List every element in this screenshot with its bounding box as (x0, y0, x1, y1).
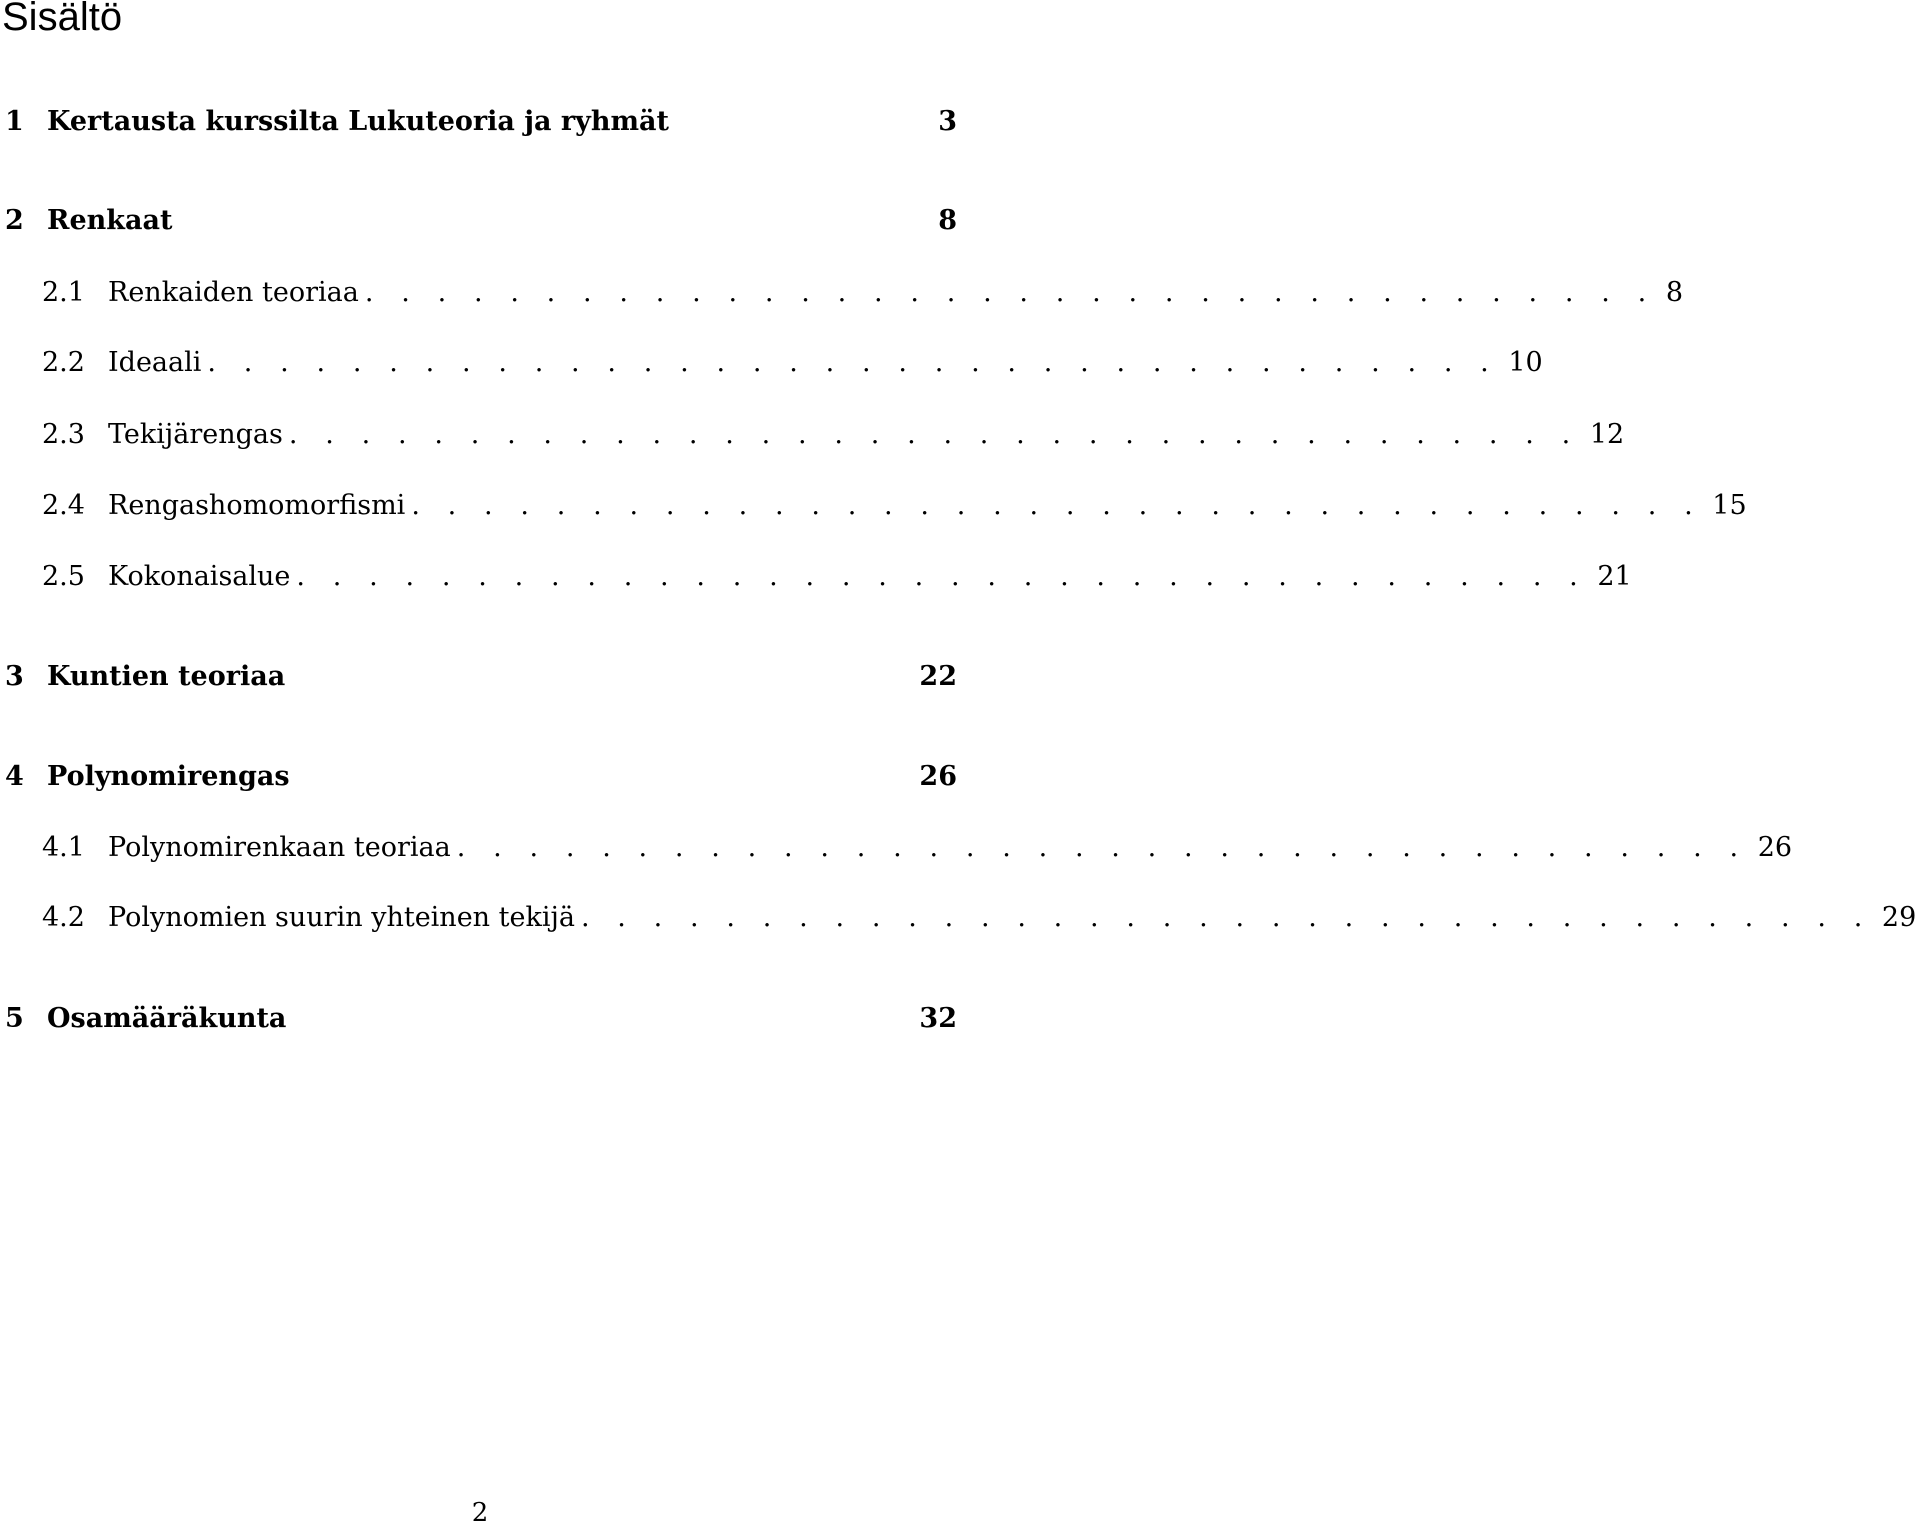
toc-entry-title: Kokonaisalue (108, 561, 291, 592)
toc-entry-number: 2.3 (42, 419, 85, 450)
toc-dot-leader: . . . . . . . . . . . . . . . . . . . . . . . . . . . . . . . . . . . . (207, 347, 1499, 378)
toc-dot-leader: . . . . . . . . . . . . . . . . . . . . . . . . . . . . . . . . . . . . (580, 902, 1872, 933)
toc-entry-number: 1 (5, 106, 24, 137)
toc-entry-chapter-2[interactable] (5, 203, 957, 239)
toc-entry-number: 5 (5, 1003, 24, 1034)
toc-entry-chapter-3[interactable] (5, 659, 957, 695)
toc-entry-section-2-3[interactable] (5, 417, 1625, 453)
toc-entry-number: 2 (5, 205, 24, 236)
toc-entry-page: 29 (1881, 902, 1916, 933)
toc-dot-leader: . . . . . . . . . . . . . . . . . . . . . . . . . . . . . . . . . . . . (456, 832, 1748, 863)
toc-entry-title: Tekijärengas (108, 419, 283, 450)
toc-entry-section-2-4[interactable] (5, 488, 1747, 524)
toc-entry-page: 21 (1597, 561, 1632, 592)
toc-entry-number: 2.2 (42, 347, 85, 378)
toc-entry-page: 10 (1508, 347, 1543, 378)
toc-dot-leader: . . . . . . . . . . . . . . . . . . . . . . . . . . . . . . . . . . . . (411, 490, 1703, 521)
toc-entry-page: 12 (1589, 419, 1625, 450)
toc-entry-number: 2.4 (42, 490, 85, 521)
page-number: 2 (471, 1498, 489, 1528)
toc-entry-page: 22 (919, 661, 957, 692)
toc-dot-leader: . . . . . . . . . . . . . . . . . . . . . . . . . . . . . . . . . . . . (288, 419, 1580, 450)
toc-entry-title: Polynomirenkaan teoriaa (108, 832, 451, 863)
page-title: Sisältö (2, 0, 123, 39)
toc-entry-page: 26 (919, 761, 957, 792)
toc-entry-section-2-2[interactable] (5, 345, 1543, 381)
toc-entry-number: 4.2 (42, 902, 85, 933)
toc-entry-title: Ideaali (108, 347, 202, 378)
toc-entry-title: Kuntien teoriaa (47, 661, 286, 692)
toc-entry-chapter-4[interactable] (5, 759, 957, 795)
toc-entry-title: Rengashomomorfismi (108, 490, 406, 521)
toc-entry-page: 26 (1757, 832, 1793, 863)
toc-entry-page: 32 (919, 1003, 957, 1034)
toc-entry-title: Polynomirengas (47, 761, 290, 792)
toc-entry-page: 8 (1665, 277, 1684, 308)
toc-entry-page: 3 (938, 106, 957, 137)
toc-entry-section-2-1[interactable] (5, 275, 1684, 311)
toc-entry-chapter-1[interactable] (5, 104, 957, 140)
toc-entry-title: Renkaiden teoriaa (108, 277, 359, 308)
toc-entry-title: Renkaat (47, 205, 173, 236)
toc-entry-section-2-5[interactable] (5, 559, 1632, 595)
toc-entry-number: 3 (5, 661, 24, 692)
toc-dot-leader: . . . . . . . . . . . . . . . . . . . . . . . . . . . . . . . . . . . . (364, 277, 1656, 308)
toc-entry-number: 4.1 (42, 832, 85, 863)
toc-entry-number: 4 (5, 761, 24, 792)
toc-entry-number: 2.1 (42, 277, 85, 308)
toc-entry-page: 15 (1712, 490, 1747, 521)
toc-entry-title: Kertausta kurssilta Lukuteoria ja ryhmät (47, 106, 670, 137)
toc-entry-title: Polynomien suurin yhteinen tekijä (108, 902, 575, 933)
toc-entry-title: Osamääräkunta (47, 1003, 287, 1034)
toc-entry-chapter-5[interactable] (5, 1001, 957, 1037)
toc-entry-section-4-1[interactable] (5, 830, 1793, 866)
toc-entry-number: 2.5 (42, 561, 85, 592)
toc-dot-leader: . . . . . . . . . . . . . . . . . . . . . . . . . . . . . . . . . . . . (296, 561, 1588, 592)
toc-entry-section-4-2[interactable] (5, 900, 1916, 936)
toc-entry-page: 8 (938, 205, 957, 236)
